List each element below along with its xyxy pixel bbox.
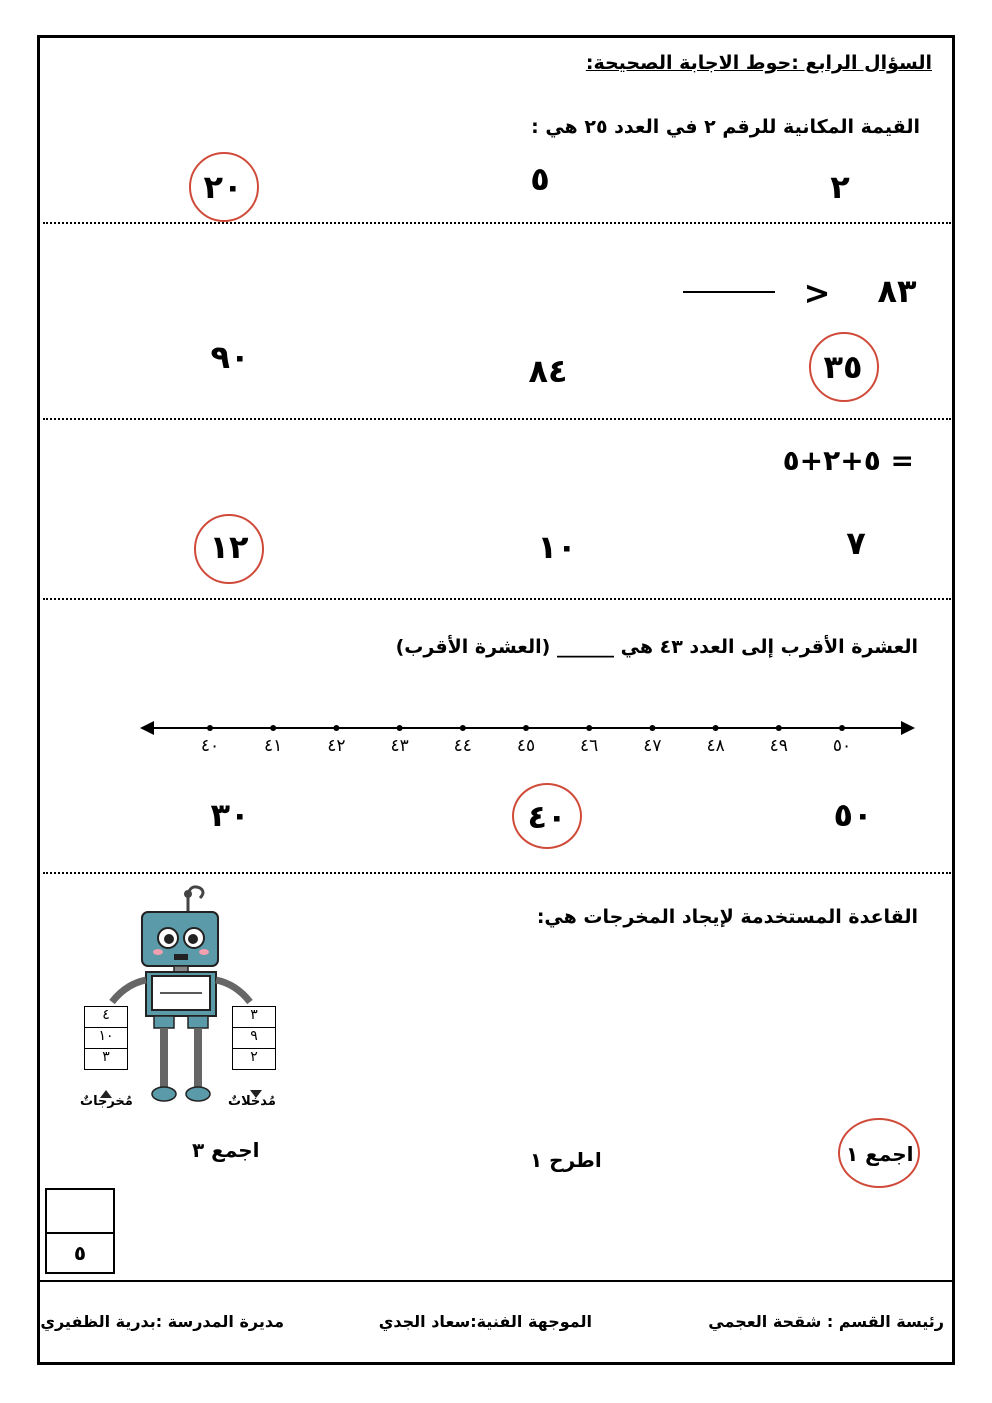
number-line-tick	[839, 725, 845, 731]
number-line-label: ٤٢	[327, 736, 346, 756]
number-line-label: ٥٠	[832, 736, 852, 756]
number-line-label: ٤٨	[706, 736, 725, 756]
q3-option-2[interactable]: ١٠	[537, 528, 577, 566]
q3-option-1[interactable]: ٧	[846, 524, 866, 562]
footer-divider	[40, 1280, 952, 1282]
score-box-bottom: ٥	[45, 1232, 115, 1274]
score-box-top	[45, 1188, 115, 1234]
inputs-table	[232, 1006, 276, 1070]
q2-blank-line	[683, 291, 775, 293]
q3-expression-text: ٥+٢+٥ =	[782, 444, 914, 477]
number-line-tick	[713, 725, 719, 731]
q2-option-3[interactable]: ٩٠	[210, 338, 250, 376]
footer-head-of-department: رئيسة القسم : شقحة العجمي	[708, 1312, 944, 1331]
number-line-tick	[460, 725, 466, 731]
inputs-label: مُدخلاتٌ	[228, 1094, 276, 1109]
number-line-label: ٤٣	[390, 736, 409, 756]
q4-answer-circle	[512, 783, 582, 849]
q2-option-1[interactable]: ٣٥	[823, 348, 863, 386]
number-line-tick	[649, 725, 655, 731]
footer-principal: مديرة المدرسة :بدرية الظفيري	[40, 1312, 284, 1331]
q5-option-2[interactable]: اطرح ١	[530, 1148, 602, 1172]
inputs-cell: ٢	[250, 1049, 258, 1065]
q1-option-2[interactable]: ٥	[530, 160, 550, 198]
number-line-label: ٤٩	[769, 736, 788, 756]
q2-answer-circle	[809, 332, 879, 402]
q2-number: ٨٣	[877, 272, 917, 310]
outputs-table	[84, 1006, 128, 1070]
q1-text: القيمة المكانية للرقم ٢ في العدد ٢٥ هي :	[531, 116, 920, 138]
divider	[43, 418, 951, 420]
number-line-label: ٤٤	[453, 736, 472, 756]
q3-option-3[interactable]: ١٢	[209, 528, 249, 566]
q2-symbol: >	[803, 274, 831, 312]
footer-supervisor: الموجهة الفنية:سعاد الجدي	[378, 1312, 592, 1331]
q3-expression	[783, 444, 914, 477]
divider	[43, 872, 951, 874]
number-line-label: ٤٠	[200, 736, 220, 756]
q1-answer-circle	[189, 152, 259, 222]
divider	[43, 598, 951, 600]
q5-answer-circle	[838, 1118, 920, 1188]
number-line-label: ٤٥	[516, 736, 536, 756]
robot-illustration	[78, 880, 290, 1130]
q2-option-2[interactable]: ٨٤	[528, 352, 568, 390]
number-line-label: ٤٦	[580, 736, 599, 756]
number-line-label: ٤١	[264, 736, 283, 756]
number-line-tick	[333, 725, 339, 731]
number-line-tick	[586, 725, 592, 731]
outputs-cell: ١٠	[85, 1028, 127, 1049]
q5-option-1[interactable]: اجمع ١	[846, 1142, 914, 1166]
q5-text: القاعدة المستخدمة لإيجاد المخرجات هي:	[536, 906, 918, 928]
q1-option-3[interactable]: ٢٠	[203, 168, 243, 206]
number-line-tick	[207, 725, 213, 731]
inputs-cell: ٩	[233, 1028, 275, 1049]
q4-option-2[interactable]: ٤٠	[527, 798, 567, 836]
q4-option-3[interactable]: ٣٠	[210, 796, 250, 834]
q5-option-3[interactable]: اجمع ٣	[192, 1138, 260, 1162]
number-line-label: ٤٧	[643, 736, 662, 756]
q4-option-1[interactable]: ٥٠	[833, 796, 873, 834]
number-line-tick	[523, 725, 529, 731]
number-line-tick	[270, 725, 276, 731]
q3-answer-circle	[194, 514, 264, 584]
number-line-tick	[397, 725, 403, 731]
question-title: السؤال الرابع :حوط الاجابة الصحيحة:	[585, 52, 932, 74]
q4-text: العشرة الأقرب إلى العدد ٤٣ هي ______ (العشرة الأقرب)	[395, 636, 918, 658]
divider	[43, 222, 951, 224]
number-line-tick	[776, 725, 782, 731]
outputs-cell: ٣	[102, 1049, 110, 1065]
outputs-cell: ٤	[85, 1007, 127, 1028]
q1-option-1[interactable]: ٢	[830, 168, 850, 206]
page-frame	[37, 35, 955, 1365]
outputs-label: مُخرجاتٌ	[80, 1094, 133, 1109]
inputs-cell: ٣	[233, 1007, 275, 1028]
